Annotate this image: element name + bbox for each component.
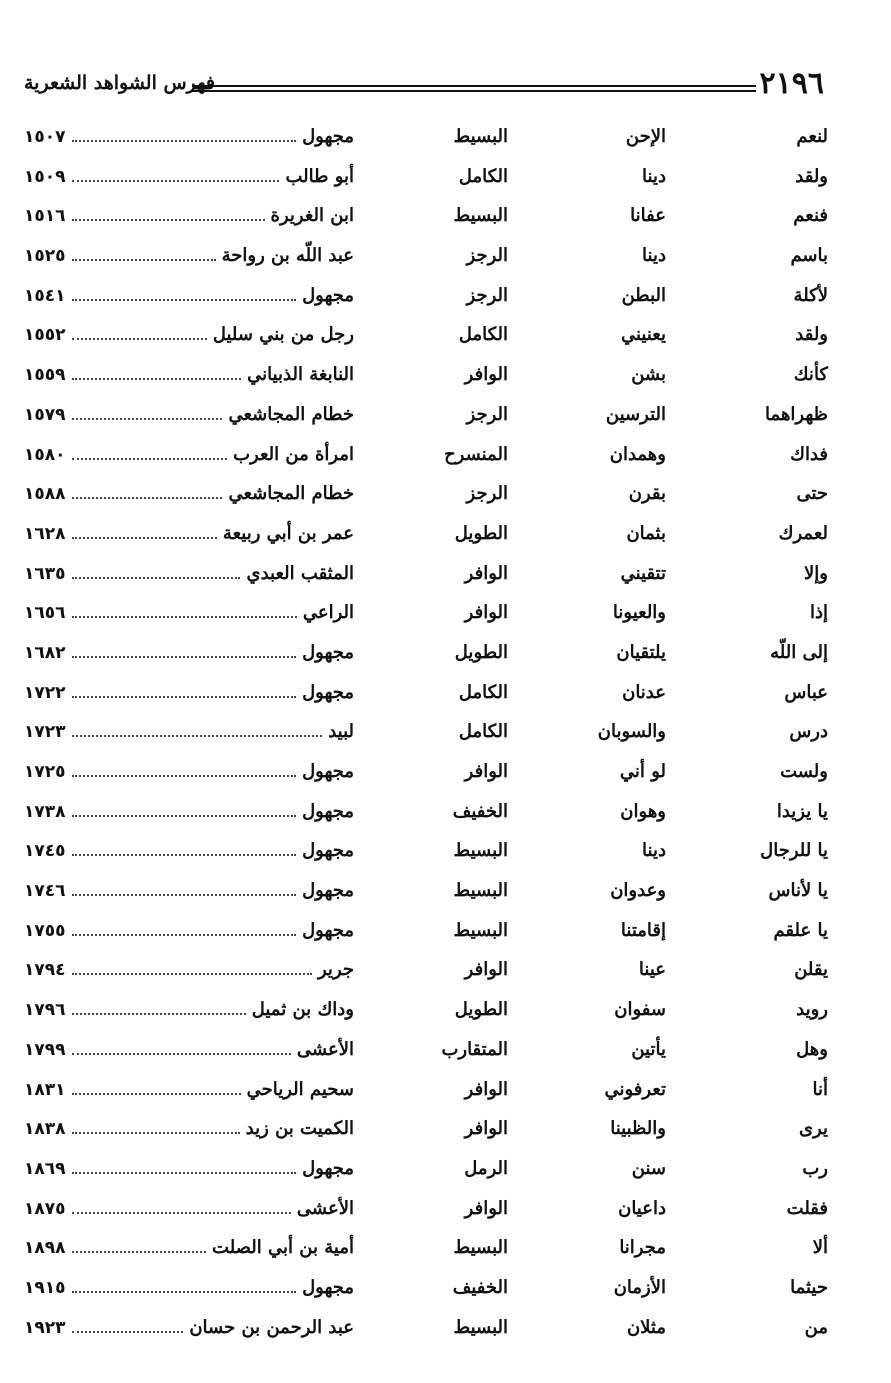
poetic-meter: الرجز (466, 483, 508, 505)
rhyme-word: البطن (621, 284, 666, 306)
poet-name: مجهول (302, 681, 354, 703)
page-header (24, 64, 824, 104)
poet-page-cell (24, 1237, 354, 1258)
poet-page-cell (24, 642, 354, 663)
verse-opening: من (804, 1316, 828, 1338)
poetic-meter: البسيط (453, 919, 508, 941)
poet-page-cell (24, 602, 354, 623)
page-reference: ١٦٢٨ (24, 523, 66, 544)
page-reference: ١٨٣٨ (24, 1119, 66, 1140)
rhyme-word: يعنيني (621, 324, 666, 346)
leader-dots (72, 247, 216, 261)
leader-dots (72, 565, 241, 579)
poet-page-cell (24, 444, 354, 465)
poet-name: جرير (318, 959, 354, 981)
verse-opening: فداك (790, 443, 828, 465)
rhyme-word: يأتين (631, 1038, 666, 1060)
poetic-meter: الرمل (464, 1157, 508, 1179)
verse-opening: فقلت (786, 1197, 828, 1219)
leader-dots (72, 525, 217, 539)
poetic-meter: البسيط (453, 205, 508, 227)
leader-dots (72, 842, 297, 856)
verse-opening: عباس (784, 681, 828, 703)
poet-name: عبد اللّه بن رواحة (221, 245, 354, 267)
rhyme-word: دينا (642, 245, 666, 267)
rhyme-word: إقامتنا (620, 919, 666, 941)
poetic-meter: البسيط (453, 1316, 508, 1338)
leader-dots (72, 922, 297, 936)
rhyme-word: والظبينا (610, 1118, 666, 1140)
page-reference: ١٧٢٥ (24, 762, 66, 782)
leader-dots (72, 1041, 291, 1055)
poet-page-cell (24, 523, 354, 544)
poet-name: عبد الرحمن بن حسان (189, 1316, 354, 1338)
page-reference: ١٥٨٠ (24, 444, 66, 465)
poet-page-cell (24, 1079, 354, 1100)
poetic-meter: الكامل (458, 681, 508, 703)
poetic-meter: الطويل (454, 999, 508, 1021)
section-title: فهرس الشواهد الشعرية (24, 72, 215, 94)
poet-name: مجهول (302, 880, 354, 902)
verse-opening: يا يزيدا (776, 800, 828, 822)
poetic-meter: الكامل (458, 324, 508, 346)
page-reference: ١٥٨٨ (24, 484, 66, 505)
poet-page-cell (24, 324, 354, 345)
poet-page-cell (24, 205, 354, 226)
index-row (24, 912, 834, 952)
leader-dots (72, 366, 242, 380)
index-table (24, 118, 834, 1348)
verse-opening: لعمرك (778, 522, 828, 544)
verse-opening: ولست (780, 761, 828, 782)
poet-name: مجهول (302, 840, 354, 862)
verse-opening: يا علقم (773, 919, 828, 941)
rhyme-word: عينا (638, 959, 666, 981)
leader-dots (72, 1001, 246, 1015)
page-reference: ١٧٣٨ (24, 801, 66, 822)
rhyme-word: مجرانا (619, 1237, 666, 1259)
poetic-meter: الطويل (454, 522, 508, 544)
poet-page-cell (24, 1317, 354, 1338)
page-reference: ١٨٧٥ (24, 1198, 66, 1219)
page-reference: ١٧٢٢ (24, 682, 66, 703)
poet-page-cell (24, 1158, 354, 1179)
page-reference: ١٧٤٥ (24, 841, 66, 862)
leader-dots (72, 803, 297, 817)
verse-opening: وهل (796, 1038, 828, 1060)
page-reference: ١٨٣١ (24, 1079, 66, 1100)
rhyme-word: لو أني (619, 761, 666, 782)
poet-name: مجهول (302, 761, 354, 782)
verse-opening: يا لأناس (768, 880, 828, 902)
leader-dots (72, 287, 297, 301)
verse-opening: لأكلة (793, 284, 828, 306)
rhyme-word: دينا (642, 840, 666, 862)
rhyme-word: مثلان (626, 1316, 666, 1338)
poetic-meter: الكامل (458, 165, 508, 187)
page-reference: ١٧٩٩ (24, 1039, 66, 1060)
poetic-meter: الرجز (466, 245, 508, 267)
poet-name: عمر بن أبي ربيعة (222, 522, 354, 544)
poet-name: وداك بن ثميل (251, 999, 354, 1021)
poet-page-cell (24, 761, 354, 782)
poet-page-cell (24, 801, 354, 822)
poet-name: امرأة من العرب (233, 443, 354, 465)
index-row (24, 237, 834, 277)
rhyme-word: الأزمان (613, 1276, 666, 1298)
leader-dots (72, 604, 297, 618)
page-reference: ١٥٠٧ (24, 127, 66, 147)
rhyme-word: وهوان (620, 800, 666, 822)
index-row (24, 555, 834, 595)
poet-page-cell (24, 880, 354, 901)
poet-page-cell (24, 959, 354, 980)
poetic-meter: البسيط (453, 880, 508, 902)
poet-name: أمية بن أبي الصلت (212, 1237, 354, 1259)
index-row (24, 991, 834, 1031)
poet-name: خطام المجاشعي (228, 403, 354, 425)
page-reference: ١٥٢٥ (24, 246, 66, 267)
verse-opening: ظهراهما (765, 403, 828, 425)
index-row (24, 951, 834, 991)
index-row (24, 872, 834, 912)
poet-page-cell (24, 563, 354, 584)
header-rule (192, 85, 756, 92)
leader-dots (72, 1239, 207, 1253)
rhyme-word: دينا (642, 165, 666, 187)
poetic-meter: المنسرح (444, 443, 508, 465)
index-row (24, 475, 834, 515)
verse-opening: إلى اللّه (770, 641, 828, 663)
verse-opening: حيثما (790, 1276, 828, 1298)
poet-name: مجهول (302, 1157, 354, 1179)
leader-dots (72, 326, 207, 340)
poet-name: أبو طالب (285, 165, 354, 187)
verse-opening: أنا (812, 1078, 828, 1100)
page-reference: ١٧٩٤ (24, 960, 66, 981)
index-row (24, 634, 834, 674)
poet-page-cell (24, 1198, 354, 1219)
index-row (24, 277, 834, 317)
poet-name: الأعشى (296, 1038, 354, 1060)
rhyme-word: وعدوان (610, 880, 666, 902)
leader-dots (72, 446, 228, 460)
verse-opening: يا للرجال (760, 840, 828, 862)
poetic-meter: الوافر (464, 761, 508, 782)
rhyme-word: وهمدان (609, 443, 666, 465)
index-row (24, 356, 834, 396)
index-row (24, 436, 834, 476)
rhyme-word: والعيونا (612, 602, 666, 624)
index-row (24, 594, 834, 634)
leader-dots (72, 1319, 184, 1333)
poet-name: ابن الغريرة (270, 205, 354, 227)
rhyme-word: تعرفوني (604, 1078, 666, 1100)
leader-dots (72, 485, 223, 499)
verse-opening: وإلا (804, 562, 828, 584)
rhyme-word: تتقيني (620, 562, 666, 584)
index-row (24, 1110, 834, 1150)
index-row (24, 1269, 834, 1309)
poet-page-cell (24, 285, 354, 306)
poetic-meter: الوافر (464, 364, 508, 386)
page-reference: ١٩١٥ (24, 1277, 66, 1298)
leader-dots (72, 128, 297, 142)
poetic-meter: المتقارب (441, 1038, 508, 1060)
page-reference: ١٧٤٦ (24, 881, 66, 902)
leader-dots (72, 1200, 291, 1214)
poet-name: مجهول (302, 284, 354, 306)
poetic-meter: الرجز (466, 403, 508, 425)
rhyme-word: عدنان (622, 681, 666, 703)
rhyme-word: سفوان (614, 999, 666, 1021)
poet-page-cell (24, 483, 354, 504)
page-reference: ١٧٩٦ (24, 1000, 66, 1021)
index-row (24, 515, 834, 555)
index-row (24, 118, 834, 158)
poetic-meter: الوافر (464, 1118, 508, 1140)
verse-opening: رب (802, 1157, 828, 1179)
poetic-meter: الوافر (464, 602, 508, 624)
poetic-meter: البسيط (453, 840, 508, 862)
rhyme-word: يلتقيان (616, 641, 666, 663)
verse-opening: حتى (796, 483, 828, 505)
leader-dots (72, 207, 265, 221)
rhyme-word: سنن (631, 1157, 666, 1179)
poet-name: الراعي (302, 602, 354, 624)
index-row (24, 793, 834, 833)
poet-page-cell (24, 721, 354, 742)
poetic-meter: الخفيف (452, 800, 508, 822)
index-row (24, 674, 834, 714)
rhyme-word: الإحن (625, 126, 666, 147)
page-reference: ١٨٦٩ (24, 1158, 66, 1179)
leader-dots (72, 684, 297, 698)
verse-opening: رويد (796, 999, 828, 1021)
poetic-meter: الوافر (464, 1078, 508, 1100)
rhyme-word: والسوبان (597, 721, 666, 743)
rhyme-word: بثمان (626, 522, 666, 544)
page-reference: ١٥٥٢ (24, 325, 66, 346)
index-row (24, 316, 834, 356)
poet-page-cell (24, 364, 354, 385)
leader-dots (72, 1160, 297, 1174)
verse-opening: درس (789, 721, 828, 743)
verse-opening: ولقد (795, 324, 828, 346)
poet-page-cell (24, 1277, 354, 1298)
poet-page-cell (24, 1039, 354, 1060)
leader-dots (72, 882, 297, 896)
index-row (24, 1031, 834, 1071)
poet-name: لبيد (328, 721, 354, 743)
poet-name: سحيم الرياحي (246, 1078, 354, 1100)
poet-name: المثقب العبدي (246, 562, 354, 584)
leader-dots (72, 723, 323, 737)
page-number: ٢١٩٦ (759, 66, 824, 101)
leader-dots (72, 1120, 240, 1134)
poetic-meter: البسيط (453, 126, 508, 147)
index-row (24, 158, 834, 198)
page-reference: ١٦٣٥ (24, 563, 66, 584)
poetic-meter: الرجز (466, 284, 508, 306)
poet-page-cell (24, 166, 354, 187)
leader-dots (72, 644, 297, 658)
verse-opening: ولقد (795, 165, 828, 187)
index-row (24, 197, 834, 237)
index-row (24, 1190, 834, 1230)
page-reference: ١٨٩٨ (24, 1238, 66, 1259)
index-row (24, 396, 834, 436)
leader-dots (72, 1279, 297, 1293)
leader-dots (72, 961, 312, 975)
leader-dots (72, 168, 280, 182)
poetic-meter: الكامل (458, 721, 508, 743)
verse-opening: باسم (790, 245, 828, 267)
poetic-meter: البسيط (453, 1237, 508, 1259)
poet-name: مجهول (302, 919, 354, 941)
leader-dots (72, 406, 223, 420)
poet-name: النابغة الذبياني (247, 364, 354, 386)
poet-page-cell (24, 682, 354, 703)
index-row (24, 1150, 834, 1190)
verse-opening: لنعم (796, 126, 828, 147)
poet-name: رجل من بني سليل (212, 324, 354, 346)
leader-dots (72, 763, 297, 777)
poet-name: الأعشى (296, 1197, 354, 1219)
poetic-meter: الوافر (464, 562, 508, 584)
page-reference: ١٧٢٣ (24, 722, 66, 743)
page-reference: ١٥١٦ (24, 206, 66, 227)
poet-page-cell (24, 245, 354, 266)
poet-page-cell (24, 404, 354, 425)
poetic-meter: الوافر (464, 1197, 508, 1219)
poet-name: الكميت بن زيد (245, 1118, 354, 1140)
poet-page-cell (24, 126, 354, 147)
rhyme-word: داعيان (618, 1197, 666, 1219)
poet-page-cell (24, 840, 354, 861)
index-row (24, 832, 834, 872)
poetic-meter: الخفيف (452, 1276, 508, 1298)
index-row (24, 1309, 834, 1349)
page-reference: ١٥٥٩ (24, 365, 66, 386)
leader-dots (72, 1081, 241, 1095)
verse-opening: فنعم (793, 205, 828, 227)
verse-opening: كأنك (793, 364, 828, 386)
page-reference: ١٥٤١ (24, 285, 66, 306)
poet-page-cell (24, 920, 354, 941)
index-row (24, 753, 834, 793)
poet-name: مجهول (302, 641, 354, 663)
index-row (24, 713, 834, 753)
poet-name: مجهول (302, 800, 354, 822)
verse-opening: ألا (812, 1237, 828, 1259)
index-row (24, 1071, 834, 1111)
poet-name: مجهول (302, 1276, 354, 1298)
poet-name: خطام المجاشعي (228, 483, 354, 505)
rhyme-word: بقرن (628, 483, 666, 505)
verse-opening: يقلن (794, 959, 828, 981)
page-reference: ١٧٥٥ (24, 920, 66, 941)
poetic-meter: الطويل (454, 641, 508, 663)
verse-opening: إذا (809, 602, 828, 624)
rhyme-word: عفانا (630, 205, 666, 227)
index-row (24, 1229, 834, 1269)
rhyme-word: الترسين (605, 403, 666, 425)
poet-name: مجهول (302, 126, 354, 147)
page-reference: ١٥٧٩ (24, 404, 66, 425)
page-reference: ١٥٠٩ (24, 166, 66, 187)
verse-opening: يرى (798, 1118, 828, 1140)
page-reference: ١٩٢٣ (24, 1317, 66, 1338)
page-reference: ١٦٥٦ (24, 603, 66, 624)
poetic-meter: الوافر (464, 959, 508, 981)
page-reference: ١٦٨٢ (24, 642, 66, 663)
poet-page-cell (24, 999, 354, 1020)
rhyme-word: بشن (631, 364, 666, 386)
poet-page-cell (24, 1118, 354, 1139)
